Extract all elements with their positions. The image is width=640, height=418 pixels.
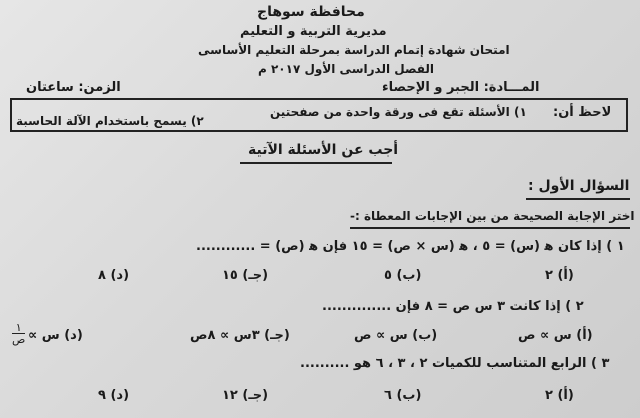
section-prompt: اختر الإجابة الصحيحة من بين الإجابات المعطاة :- [350,209,635,223]
question-1: ١ ) إذا كان ﻫ (س) = ٥ ، ﻫ (س × ص) = ١٥ فإن ﻫ (ص) = ............ [196,239,625,254]
question-3: ٣ ) الرابع المتناسب للكميات ٢ ، ٣ ، ٦ هو .......... [300,356,610,371]
q2-option-a: (أ) س ∝ ص [518,328,593,343]
section-prompt-underline [350,227,630,229]
instruction-title: أجب عن الأسئلة الآتية [248,142,399,158]
fraction-denominator: ص [12,333,26,346]
q2-option-d: (د) س ∝ [28,328,83,343]
governorate-title: محافظة سوهاج [257,4,365,20]
q1-option-a: (أ) ٢ [545,268,574,283]
note-1: ١) الأسئلة تقع فى ورقة واحدة من صفحتين [270,105,527,119]
q3-option-d: (د) ٩ [98,388,130,403]
exam-title: امتحان شهادة إتمام الدراسة بمرحلة التعليم الأساسى [198,43,510,57]
directorate-title: مديرية التربية و التعليم [240,24,387,39]
q3-option-b: (ب) ٦ [384,388,422,403]
q3-option-c: (جـ) ١٢ [222,388,269,403]
notes-label: لاحظ أن: [553,105,612,120]
question-2: ٢ ) إذا كانت ٣ س ص = ٨ فإن .............. [322,299,584,314]
q3-option-a: (أ) ٢ [545,388,574,403]
q1-option-d: (د) ٨ [98,268,130,283]
section-title: السؤال الأول : [528,178,630,194]
fraction-numerator: ١ [15,321,22,334]
q1-option-c: (جـ) ١٥ [222,268,269,283]
q2-option-b: (ب) س ∝ ص [354,328,438,343]
note-2: ٢) يسمح باستخدام الآلة الحاسبة [16,114,204,128]
time-label: الزمن: ساعتان [26,80,121,95]
q2-option-d-fraction [12,322,25,345]
q2-option-c: (جـ) ٣س ∝ ٨ص [190,328,290,343]
q1-option-b: (ب) ٥ [384,268,422,283]
term-label: الفصل الدراسى الأول ٢٠١٧ م [258,62,435,76]
section-title-underline [526,198,630,200]
subject-label: المـــادة: الجبر و الإحصاء [382,80,540,95]
